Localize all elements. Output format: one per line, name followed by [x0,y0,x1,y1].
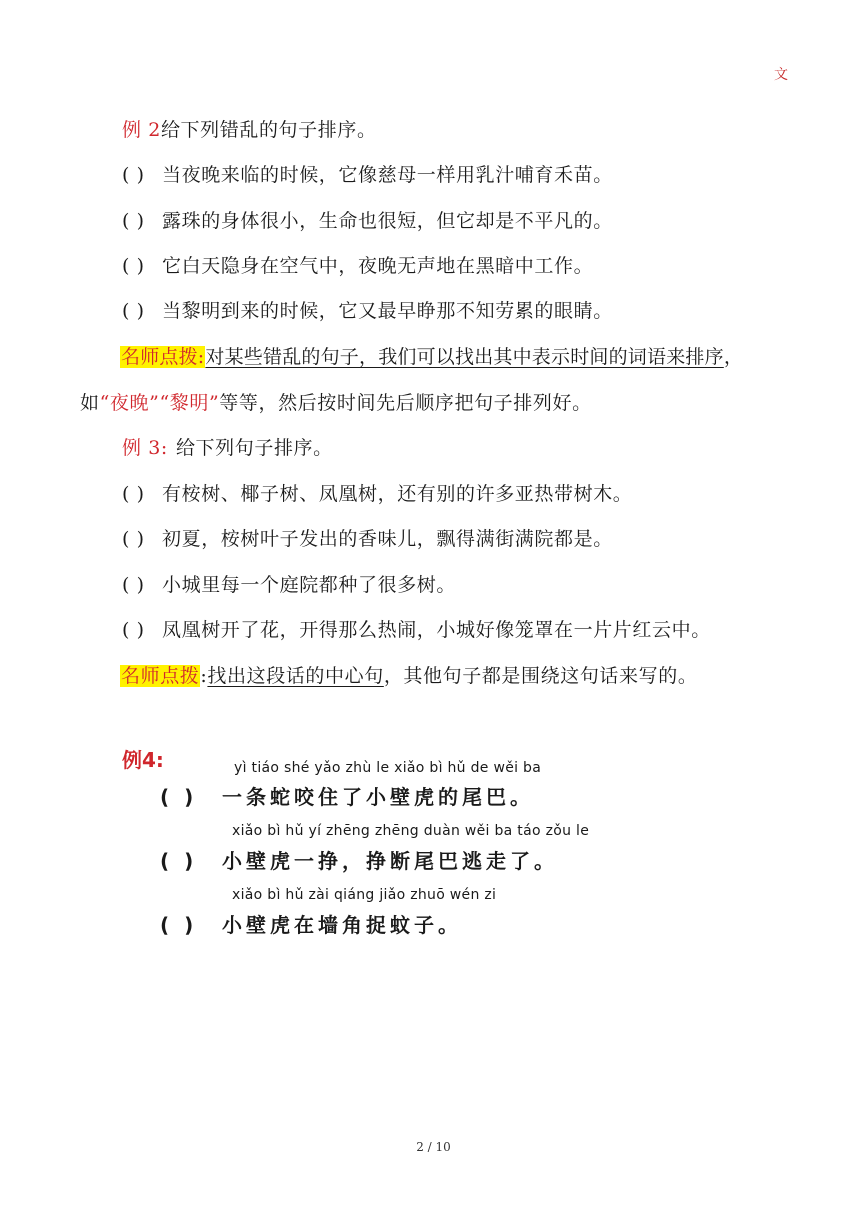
sentence: 小壁虎在墙角捉蚊子。 [222,913,462,937]
example2-tip [120,345,743,369]
example3-item-1 [122,482,632,506]
example4-item-1 [160,781,534,810]
example2-item-3 [122,254,593,278]
example3-item-2 [122,527,613,551]
answer-blank[interactable]: ( ) [160,849,198,873]
sentence: 露珠的身体很小，生命也很短，但它却是不平凡的。 [162,210,613,232]
sentence: 当夜晚来临的时候，它像慈母一样用乳汁哺育禾苗。 [162,164,613,186]
example3-heading [122,436,333,460]
answer-blank[interactable]: ( ) [122,619,145,641]
tip-prefix: 如 [80,392,100,414]
page-number: 2 / 10 [416,1140,451,1154]
answer-blank[interactable]: ( ) [122,528,145,550]
example4-label: 例4: [122,748,164,772]
example4-item-2 [160,845,558,874]
example3-label: 例 3: [122,437,168,459]
tip-underlined: 对某些错乱的句子，我们可以找出其中表示时间的词语来排序 [205,346,724,368]
sentence: 它白天隐身在空气中，夜晚无声地在黑暗中工作。 [162,255,594,277]
sentence: 小壁虎一挣，挣断尾巴逃走了。 [222,849,558,873]
example2-item-1 [122,163,613,187]
answer-blank[interactable]: ( ) [160,785,198,809]
tip-word-dawn: “黎明” [159,392,220,414]
pinyin-line-2: xiǎo bì hǔ yí zhēng zhēng duàn wěi ba táo zǒu le [232,823,590,839]
example2-item-2 [122,209,613,233]
tip-label: 名师点拨 [121,665,200,687]
sentence: 小城里每一个庭院都种了很多树。 [162,574,457,596]
example4-item-3 [160,909,462,938]
example2-title: 给下列错乱的句子排序。 [160,119,377,141]
corner-mark: 文 [774,67,788,83]
answer-blank[interactable]: ( ) [122,574,145,596]
answer-blank[interactable]: ( ) [122,164,145,186]
example3-item-4 [122,618,711,642]
answer-blank[interactable]: ( ) [122,483,145,505]
answer-blank[interactable]: ( ) [160,913,198,937]
sentence: 初夏，桉树叶子发出的香味儿，飘得满街满院都是。 [162,528,613,550]
example3-title: 给下列句子排序。 [175,437,333,459]
pinyin-line-3: xiǎo bì hǔ zài qiáng jiǎo zhuō wén zi [232,887,497,903]
sentence: 凤凰树开了花，开得那么热闹，小城好像笼罩在一片片红云中。 [162,619,711,641]
example2-label: 例 2 [122,119,161,141]
tip-colon: : [200,665,208,687]
pinyin-line-1: yì tiáo shé yǎo zhù le xiǎo bì hǔ de wěi ba [234,760,542,776]
example3-item-3 [122,573,456,597]
tip-rest: ，其他句子都是围绕这句话来写的。 [383,665,698,687]
answer-blank[interactable]: ( ) [122,255,145,277]
example3-tip [120,664,697,688]
example2-heading [122,118,377,142]
answer-blank[interactable]: ( ) [122,210,145,232]
sentence: 当黎明到来的时候，它又最早睁那不知劳累的眼睛。 [162,300,613,322]
tip-comma: ， [723,346,744,368]
sentence: 有桉树、椰子树、凤凰树，还有别的许多亚热带树木。 [162,483,633,505]
example2-tip-continued [80,391,592,415]
sentence: 一条蛇咬住了小壁虎的尾巴。 [222,785,534,809]
tip-label: 名师点拨: [121,346,205,368]
answer-blank[interactable]: ( ) [122,300,145,322]
tip-underlined: 找出这段话的中心句 [207,665,384,687]
tip-word-night: “夜晚” [99,392,160,414]
tip-rest: 等等，然后按时间先后顺序把句子排列好。 [219,392,592,414]
example2-item-4 [122,299,613,323]
